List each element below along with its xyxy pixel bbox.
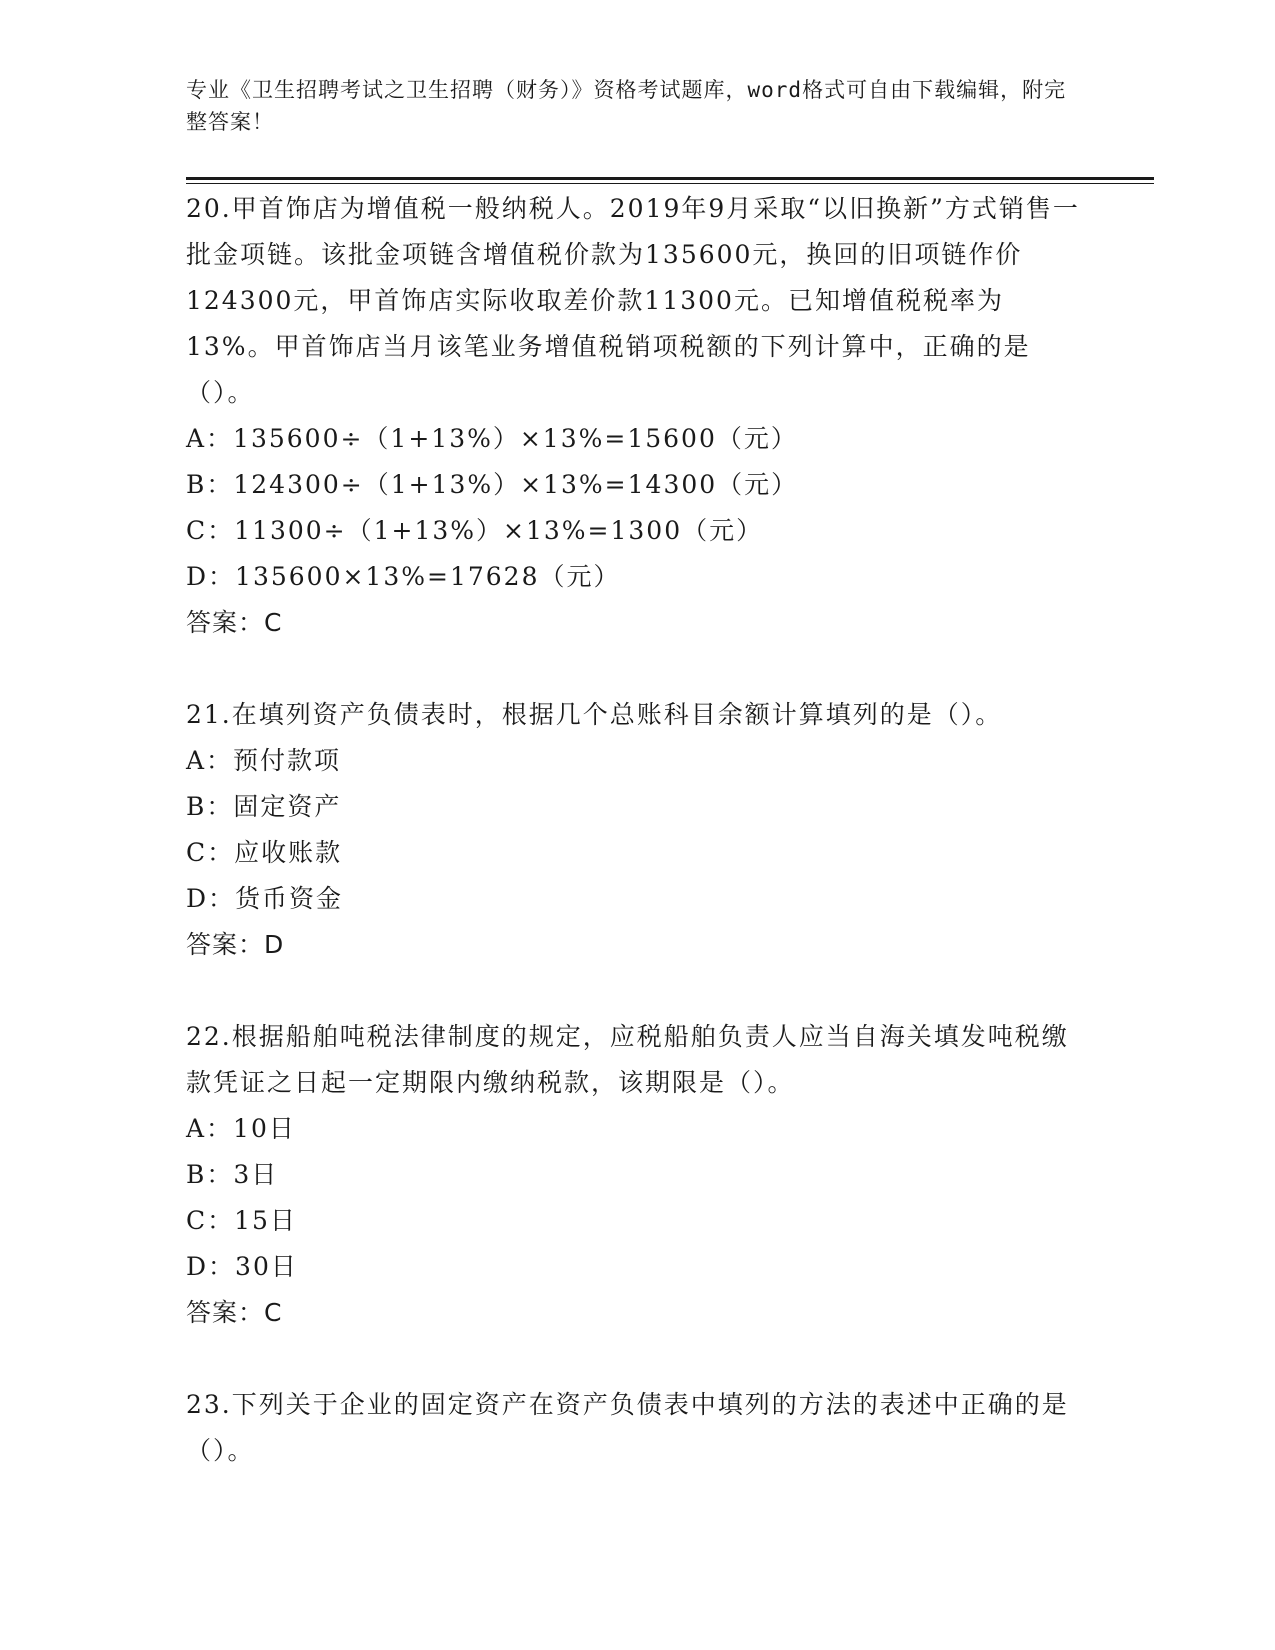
option-a: A：预付款项 bbox=[186, 746, 342, 775]
question-text: 23.下列关于企业的固定资产在资产负债表中填列的方法的表述中正确的是（）。 bbox=[186, 1390, 1069, 1465]
document-header: 专业《卫生招聘考试之卫生招聘（财务）》资格考试题库，word格式可自由下载编辑，附完整答案！ bbox=[186, 78, 1067, 134]
option-d: D：135600×13%=17628（元） bbox=[186, 562, 621, 591]
question-22 bbox=[186, 1014, 1086, 1336]
question-21 bbox=[186, 692, 1086, 968]
header-divider-thick bbox=[186, 177, 1154, 180]
header-divider-thin bbox=[186, 183, 1154, 184]
question-list bbox=[186, 186, 1086, 1520]
option-a: A：10日 bbox=[186, 1114, 296, 1143]
question-text: 22.根据船舶吨税法律制度的规定，应税船舶负责人应当自海关填发吨税缴款凭证之日起一定期限内缴纳税款，该期限是（）。 bbox=[186, 1022, 1069, 1097]
option-c: C：15日 bbox=[186, 1206, 297, 1235]
option-d: D：货币资金 bbox=[186, 884, 344, 913]
answer: 答案：C bbox=[186, 1298, 283, 1327]
option-b: B：3日 bbox=[186, 1160, 279, 1189]
question-text: 20.甲首饰店为增值税一般纳税人。2019年9月采取“以旧换新”方式销售一批金项链。该批金项链含增值税价款为135600元，换回的旧项链作价124300元，甲首饰店实际收取差价款11300元。已知增值税税率为13%。甲首饰店当月该笔业务增值税销项税额的下列计算中，正确的是（）。 bbox=[186, 194, 1080, 407]
option-c: C：应收账款 bbox=[186, 838, 343, 867]
option-d: D：30日 bbox=[186, 1252, 298, 1281]
question-23 bbox=[186, 1382, 1086, 1474]
option-c: C：11300÷（1+13%）×13%=1300（元） bbox=[186, 516, 764, 545]
option-a: A：135600÷（1+13%）×13%=15600（元） bbox=[186, 424, 798, 453]
option-b: B：124300÷（1+13%）×13%=14300（元） bbox=[186, 470, 799, 499]
question-20 bbox=[186, 186, 1086, 646]
question-text: 21.在填列资产负债表时，根据几个总账科目余额计算填列的是（）。 bbox=[186, 700, 1003, 729]
option-b: B：固定资产 bbox=[186, 792, 342, 821]
answer: 答案：C bbox=[186, 608, 283, 637]
answer: 答案：D bbox=[186, 930, 285, 959]
